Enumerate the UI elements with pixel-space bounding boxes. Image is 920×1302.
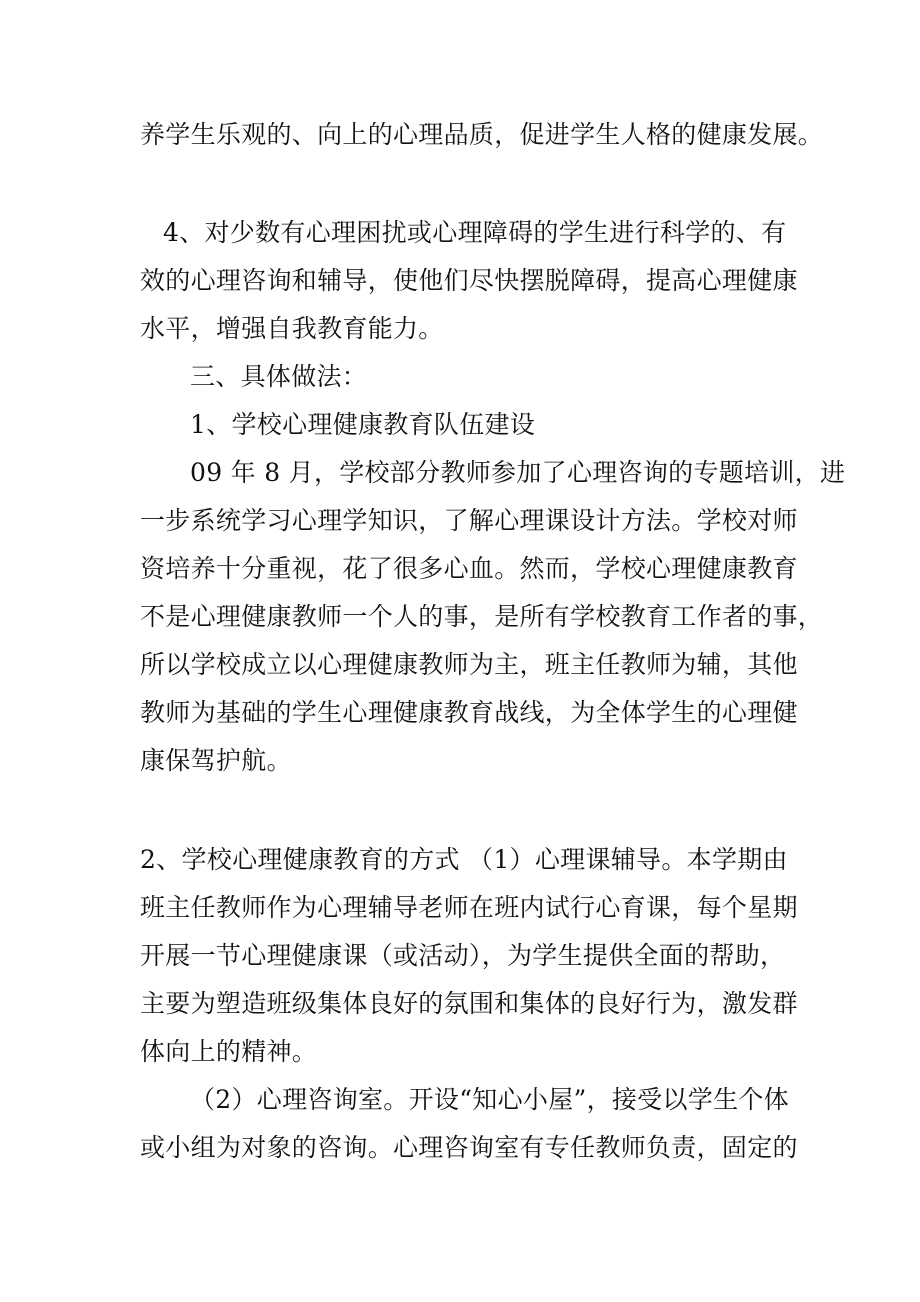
paragraph-line: 所以学校成立以心理健康教师为主，班主任教师为辅，其他 <box>140 650 798 679</box>
paragraph-line: 开展一节心理健康课（或活动），为学生提供全面的帮助， <box>140 941 786 970</box>
paragraph-line: 不是心理健康教师一个人的事，是所有学校教育工作者的事， <box>140 602 824 631</box>
paragraph-line: 班主任教师作为心理辅导老师在班内试行心育课，每个星期 <box>140 893 798 922</box>
paragraph-line: 体向上的精神。 <box>140 1037 318 1066</box>
paragraph-line: 主要为塑造班级集体良好的氛围和集体的良好行为，激发群 <box>140 989 798 1018</box>
paragraph-line: 一步系统学习心理学知识，了解心理课设计方法。学校对师 <box>140 506 798 535</box>
subsection-heading: 1、学校心理健康教育队伍建设 <box>190 410 536 439</box>
paragraph-line: 水平，增强自我教育能力。 <box>140 314 444 343</box>
paragraph-line: 效的心理咨询和辅导，使他们尽快摆脱障碍，提高心理健康 <box>140 266 798 295</box>
paragraph-line: 09 年 8 月，学校部分教师参加了心理咨询的专题培训，进 <box>190 458 846 487</box>
paragraph-line: 4、对少数有心理困扰或心理障碍的学生进行科学的、有 <box>163 218 787 247</box>
paragraph-line: 教师为基础的学生心理健康教育战线，为全体学生的心理健 <box>140 698 798 727</box>
paragraph-line: 资培养十分重视，花了很多心血。然而，学校心理健康教育 <box>140 554 798 583</box>
paragraph-line: 2、学校心理健康教育的方式 （1）心理课辅导。本学期由 <box>140 845 788 874</box>
paragraph-line: 养学生乐观的、向上的心理品质，促进学生人格的健康发展。 <box>140 120 824 149</box>
paragraph-line: 康保驾护航。 <box>140 746 292 775</box>
paragraph-line: （2）心理咨询室。开设“知心小屋”，接受以学生个体 <box>190 1085 789 1114</box>
paragraph-line: 或小组为对象的咨询。心理咨询室有专任教师负责，固定的 <box>140 1133 798 1162</box>
section-heading: 三、具体做法： <box>190 362 368 391</box>
